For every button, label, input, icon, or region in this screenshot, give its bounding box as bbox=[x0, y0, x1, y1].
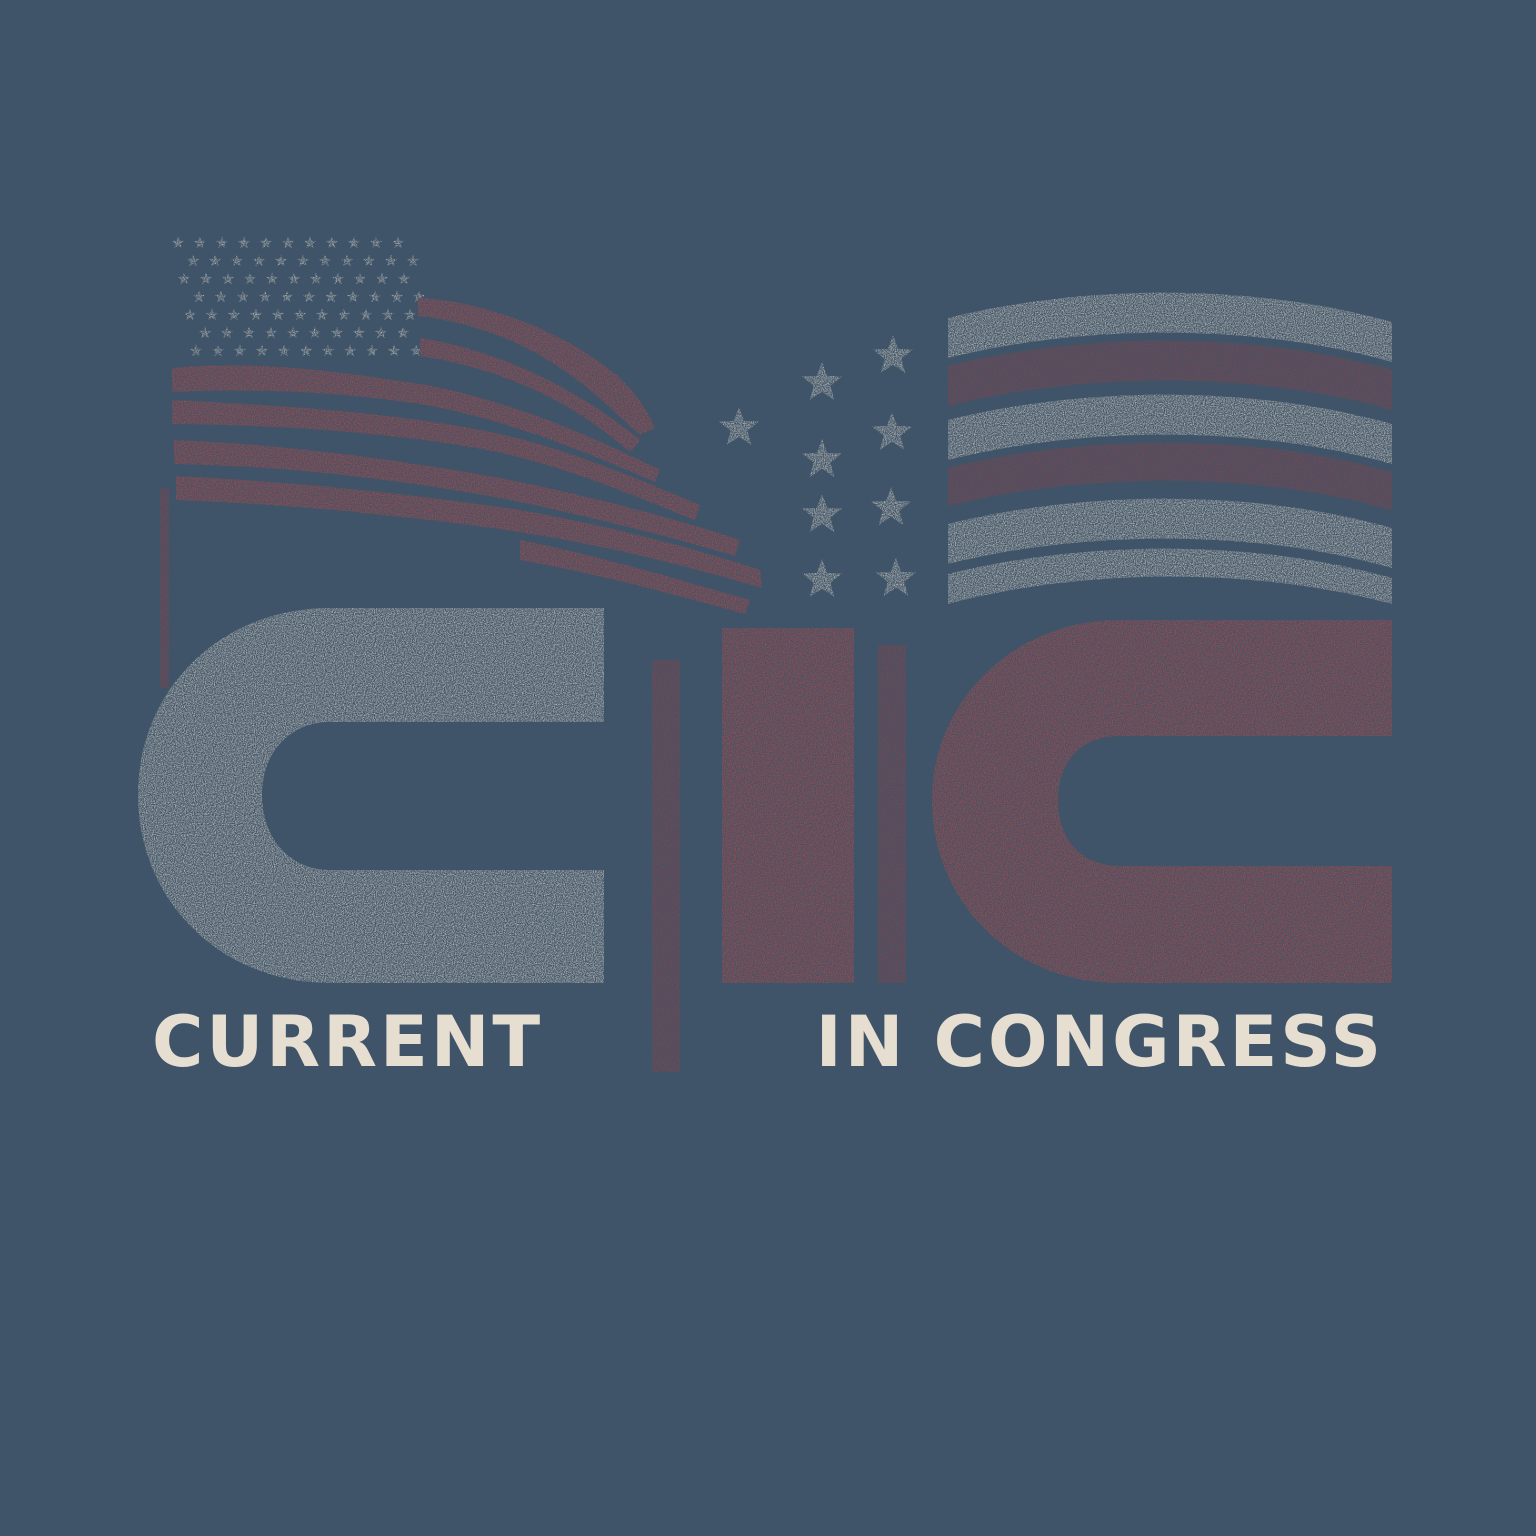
tagline-word-current: CURRENT bbox=[152, 1001, 544, 1083]
star-cluster bbox=[719, 335, 916, 597]
star-icon bbox=[215, 291, 227, 303]
striped-flag-icon bbox=[948, 293, 1392, 604]
monogram-letter-c-cream bbox=[138, 608, 604, 983]
star-icon bbox=[216, 237, 228, 249]
flag-canton bbox=[172, 237, 425, 357]
monogram-bar bbox=[722, 628, 854, 983]
star-icon bbox=[325, 291, 337, 303]
star-icon bbox=[172, 237, 184, 249]
star-icon bbox=[193, 291, 205, 303]
star-icon bbox=[319, 255, 331, 267]
star-icon bbox=[316, 309, 328, 321]
star-icon bbox=[322, 345, 334, 357]
star-icon bbox=[404, 309, 416, 321]
star-icon bbox=[253, 255, 265, 267]
star-icon bbox=[872, 412, 912, 450]
star-icon bbox=[243, 327, 255, 339]
star-icon bbox=[370, 237, 382, 249]
star-icon bbox=[719, 407, 759, 445]
star-icon bbox=[876, 558, 916, 596]
star-icon bbox=[266, 273, 278, 285]
star-icon bbox=[237, 291, 249, 303]
star-icon bbox=[873, 335, 913, 373]
star-icon bbox=[353, 327, 365, 339]
star-icon bbox=[190, 345, 202, 357]
star-icon bbox=[338, 309, 350, 321]
flag-stripe bbox=[948, 549, 1392, 604]
star-icon bbox=[231, 255, 243, 267]
star-icon bbox=[278, 345, 290, 357]
star-icon bbox=[297, 255, 309, 267]
star-icon bbox=[375, 327, 387, 339]
star-icon bbox=[275, 255, 287, 267]
star-icon bbox=[244, 273, 256, 285]
star-icon bbox=[260, 237, 272, 249]
star-icon bbox=[398, 273, 410, 285]
star-icon bbox=[871, 487, 911, 525]
tagline-word-in-congress: IN CONGRESS bbox=[815, 1001, 1384, 1083]
star-icon bbox=[209, 255, 221, 267]
star-icon bbox=[294, 309, 306, 321]
star-icon bbox=[222, 273, 234, 285]
star-icon bbox=[187, 255, 199, 267]
tagline bbox=[152, 1002, 1384, 1082]
star-icon bbox=[250, 309, 262, 321]
star-icon bbox=[281, 291, 293, 303]
star-icon bbox=[407, 255, 419, 267]
star-icon bbox=[360, 309, 372, 321]
star-icon bbox=[265, 327, 277, 339]
star-icon bbox=[199, 327, 211, 339]
star-icon bbox=[184, 309, 196, 321]
star-icon bbox=[344, 345, 356, 357]
star-icon bbox=[366, 345, 378, 357]
star-icon bbox=[348, 237, 360, 249]
star-icon bbox=[802, 362, 842, 400]
star-icon bbox=[391, 291, 403, 303]
flag-stripe bbox=[418, 298, 655, 435]
star-icon bbox=[802, 559, 842, 597]
star-icon bbox=[194, 237, 206, 249]
star-icon bbox=[282, 237, 294, 249]
star-icon bbox=[326, 237, 338, 249]
star-icon bbox=[382, 309, 394, 321]
star-icon bbox=[332, 273, 344, 285]
monogram-letter-c-red bbox=[932, 620, 1392, 983]
star-icon bbox=[341, 255, 353, 267]
star-icon bbox=[272, 309, 284, 321]
star-icon bbox=[259, 291, 271, 303]
star-icon bbox=[363, 255, 375, 267]
star-icon bbox=[228, 309, 240, 321]
star-icon bbox=[206, 309, 218, 321]
star-icon bbox=[288, 273, 300, 285]
star-icon bbox=[388, 345, 400, 357]
star-icon bbox=[178, 273, 190, 285]
star-icon bbox=[300, 345, 312, 357]
star-icon bbox=[256, 345, 268, 357]
star-icon bbox=[331, 327, 343, 339]
star-icon bbox=[212, 345, 224, 357]
star-icon bbox=[310, 273, 322, 285]
star-icon bbox=[385, 255, 397, 267]
star-icon bbox=[287, 327, 299, 339]
star-icon bbox=[392, 237, 404, 249]
star-icon bbox=[369, 291, 381, 303]
monogram-bar bbox=[878, 645, 906, 983]
star-icon bbox=[234, 345, 246, 357]
star-icon bbox=[221, 327, 233, 339]
star-icon bbox=[354, 273, 366, 285]
star-icon bbox=[802, 439, 842, 477]
star-icon bbox=[303, 291, 315, 303]
star-icon bbox=[304, 237, 316, 249]
star-icon bbox=[238, 237, 250, 249]
star-icon bbox=[397, 327, 409, 339]
star-icon bbox=[376, 273, 388, 285]
star-icon bbox=[347, 291, 359, 303]
star-icon bbox=[200, 273, 212, 285]
flag-pole bbox=[160, 488, 169, 688]
star-icon bbox=[802, 494, 842, 532]
star-icon bbox=[309, 327, 321, 339]
